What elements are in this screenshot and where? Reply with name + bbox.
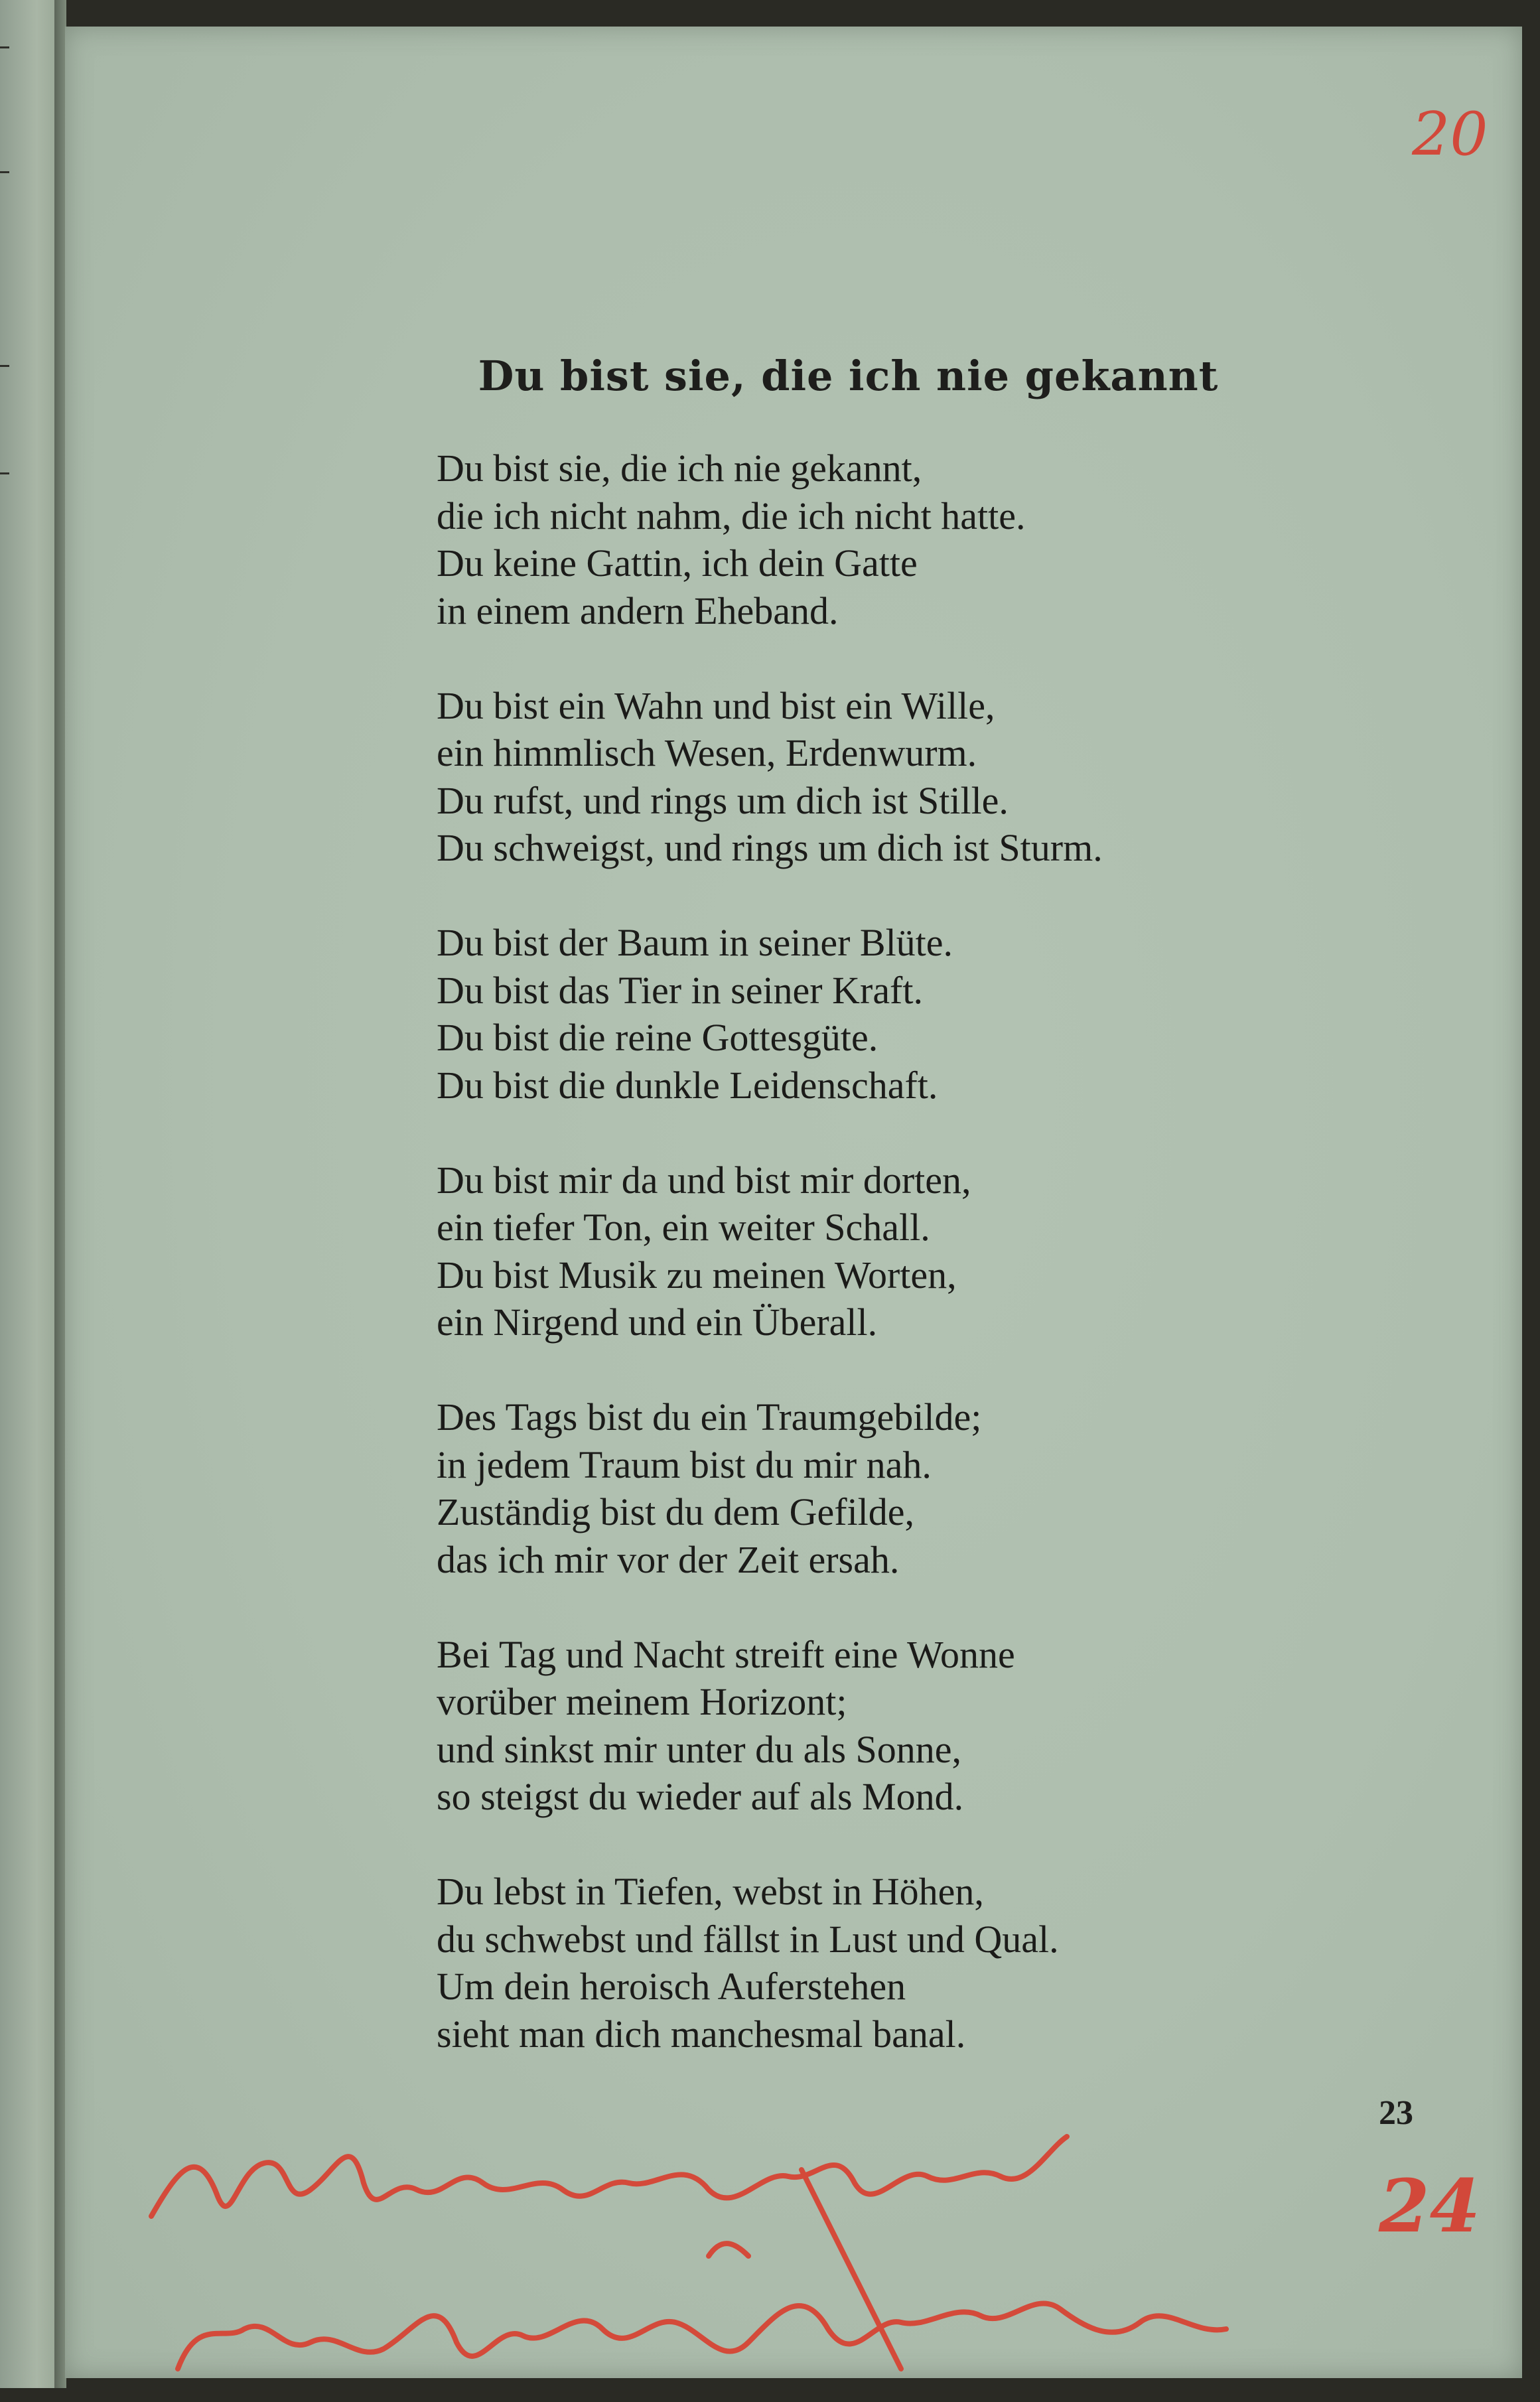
poem-line: Bei Tag und Nacht streift eine Wonne [437, 1632, 1015, 1676]
stanza-3 [437, 919, 1432, 1109]
poem-line: du schwebst und fällst in Lust und Qual. [437, 1917, 1059, 1961]
stanza-4 [437, 1157, 1432, 1346]
stanza-7 [437, 1868, 1432, 2058]
poem-line: Du bist sie, die ich nie gekannt, [437, 447, 922, 490]
poem-line: Um dein heroisch Auferstehen [437, 1965, 906, 2008]
handwritten-annotation [138, 2090, 1372, 2402]
poem-line: ein tiefer Ton, ein weiter Schall. [437, 1206, 930, 1249]
poem-line: in einem andern Eheband. [437, 589, 839, 632]
show-through-text [118, 27, 1379, 186]
poem-line: in jedem Traum bist du mir nah. [437, 1443, 932, 1486]
poem-line: Du bist die reine Gottesgüte. [437, 1016, 878, 1059]
poem-title: Du bist sie, die ich nie gekannt [478, 352, 1219, 400]
poem-line: Du bist das Tier in seiner Kraft. [437, 968, 923, 1012]
poem-line: ein Nirgend und ein Überall. [437, 1301, 878, 1344]
stanza-6 [437, 1631, 1432, 1821]
poem-line: Du bist ein Wahn und bist ein Wille, [437, 683, 995, 727]
poem-line: Du bist mir da und bist mir dorten, [437, 1158, 971, 1202]
poem-line: Du lebst in Tiefen, webst in Höhen, [437, 1870, 984, 1913]
poem-line: Du bist Musik zu meinen Worten, [437, 1253, 957, 1297]
scanned-page [65, 27, 1522, 2378]
poem-line: Du schweigst, und rings um dich ist Sturm. [437, 826, 1103, 869]
poem-line: ein himmlisch Wesen, Erdenwurm. [437, 731, 977, 774]
poem-line: und sinkst mir unter du als Sonne, [437, 1727, 962, 1771]
poem-line: Des Tags bist du ein Traumgebilde; [437, 1395, 982, 1439]
printed-page-number: 23 [1379, 2094, 1413, 2132]
poem-line: Du keine Gattin, ich dein Gatte [437, 541, 918, 585]
adjacent-page-edge [0, 0, 61, 2388]
stanza-1 [437, 445, 1432, 634]
scribble-stroke [178, 2303, 1226, 2369]
scribble-stroke [802, 2170, 901, 2369]
poem-line: sieht man dich manchesmal banal. [437, 2012, 966, 2056]
scribble-stroke [151, 2137, 1067, 2216]
poem-line: Zuständig bist du dem Gefilde, [437, 1490, 915, 1533]
poem-line: Du bist die dunkle Leidenschaft. [437, 1063, 938, 1107]
poem-line: vorüber meinem Horizont; [437, 1680, 847, 1723]
handwritten-folio: 20 [1412, 100, 1488, 169]
poem-line: Du bist der Baum in seiner Blüte. [437, 921, 953, 964]
poem-line: die ich nicht nahm, die ich nicht hatte. [437, 494, 1026, 537]
poem-line: so steigst du wieder auf als Mond. [437, 1775, 964, 1818]
stanza-2 [437, 682, 1432, 872]
poem-line: Du rufst, und rings um dich ist Stille. [437, 778, 1009, 822]
poem-line: das ich mir vor der Zeit ersah. [437, 1537, 900, 1581]
scribble-stroke [709, 2243, 748, 2256]
poem-body [437, 445, 1432, 2105]
stanza-5 [437, 1393, 1432, 1583]
handwritten-page-number: 24 [1379, 2163, 1481, 2249]
